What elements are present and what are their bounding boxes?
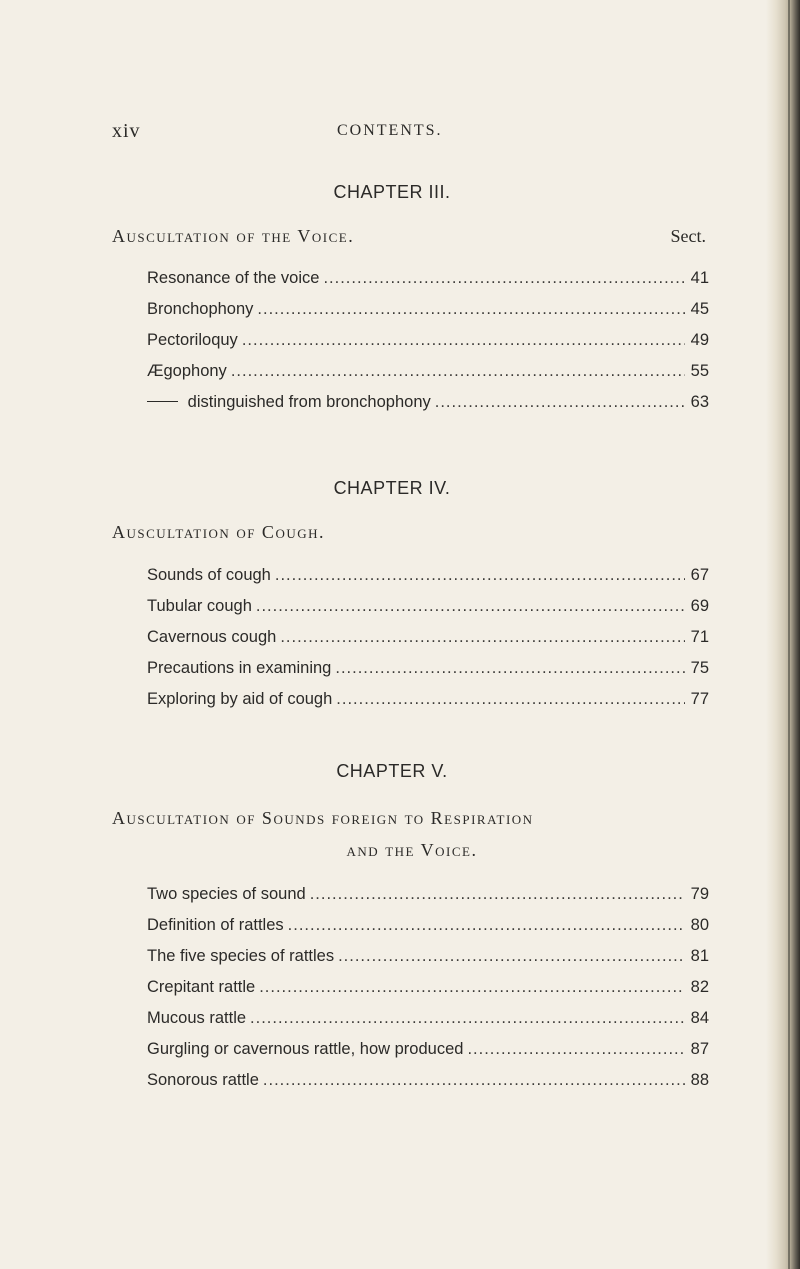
toc-entry-title: Precautions in examining bbox=[147, 659, 332, 677]
toc-entry-section: 79 bbox=[690, 885, 709, 903]
toc-entry-section: 77 bbox=[690, 690, 709, 708]
toc-entry-section: 41 bbox=[690, 269, 709, 287]
toc-entry-section: 71 bbox=[690, 628, 709, 646]
toc-entry bbox=[147, 597, 709, 621]
toc-entry bbox=[147, 1040, 709, 1064]
toc-entry-title: Gurgling or cavernous rattle, how produced bbox=[147, 1040, 464, 1058]
toc-entry bbox=[147, 362, 709, 386]
toc-entry bbox=[147, 947, 709, 971]
toc-entry-title: Sonorous rattle bbox=[147, 1071, 259, 1089]
toc-entry-section: 63 bbox=[690, 393, 709, 411]
dot-leader bbox=[275, 566, 685, 585]
toc-entry-section: 69 bbox=[690, 597, 709, 615]
toc-entry-section: 82 bbox=[690, 978, 709, 996]
toc-entry-section: 75 bbox=[690, 659, 709, 677]
toc-entry bbox=[147, 331, 709, 355]
dot-leader bbox=[336, 690, 685, 709]
dot-leader bbox=[257, 300, 685, 319]
toc-entry bbox=[147, 269, 709, 293]
toc-entry-title: Bronchophony bbox=[147, 300, 254, 318]
toc-entry bbox=[147, 885, 709, 909]
dot-leader bbox=[280, 628, 685, 647]
dot-leader bbox=[338, 947, 685, 966]
toc-entry-title: Sounds of cough bbox=[147, 566, 271, 584]
toc-entry-title: Ægophony bbox=[147, 362, 227, 380]
dot-leader bbox=[250, 1009, 685, 1028]
toc-entry bbox=[147, 1009, 709, 1033]
toc-entry-title: Definition of rattles bbox=[147, 916, 284, 934]
running-title: CONTENTS. bbox=[337, 122, 443, 139]
page-edge-line bbox=[788, 0, 790, 1269]
toc-entry-section: 88 bbox=[690, 1071, 709, 1089]
dot-leader bbox=[288, 916, 685, 935]
toc-entry bbox=[147, 659, 709, 683]
toc-entry-title: The five species of rattles bbox=[147, 947, 335, 965]
toc-entry-section: 49 bbox=[690, 331, 709, 349]
toc-entry-title: Cavernous cough bbox=[147, 628, 277, 646]
page-binding-edge bbox=[766, 0, 800, 1269]
ditto-dash bbox=[147, 401, 178, 402]
toc-entry-section: 67 bbox=[690, 566, 709, 584]
sect-column-label: Sect. bbox=[670, 226, 706, 246]
chapter-3-heading: Auscultation of the Voice. bbox=[112, 226, 355, 246]
toc-entry bbox=[147, 690, 709, 714]
toc-entry-title: Resonance of the voice bbox=[147, 269, 320, 287]
toc-entry bbox=[147, 300, 709, 324]
chapter-5-title: CHAPTER V. bbox=[336, 761, 448, 781]
running-head bbox=[0, 120, 800, 150]
toc-entry bbox=[147, 916, 709, 940]
toc-entry-section: 80 bbox=[690, 916, 709, 934]
dot-leader bbox=[263, 1071, 685, 1090]
page-folio: xiv bbox=[112, 120, 141, 142]
toc-entry bbox=[147, 1071, 709, 1095]
dot-leader bbox=[323, 269, 685, 288]
dot-leader bbox=[435, 393, 685, 412]
toc-entry bbox=[147, 566, 709, 590]
toc-entry-title: Mucous rattle bbox=[147, 1009, 247, 1027]
toc-entry-title: Crepitant rattle bbox=[147, 978, 256, 996]
chapter-4-heading: Auscultation of Cough. bbox=[112, 522, 325, 542]
toc-entry-section: 45 bbox=[690, 300, 709, 318]
toc-entry bbox=[147, 393, 709, 417]
chapter-5-heading-line1: Auscultation of Sounds foreign to Respiration bbox=[112, 808, 534, 828]
toc-entry-section: 81 bbox=[690, 947, 709, 965]
toc-entry-section: 84 bbox=[690, 1009, 709, 1027]
toc-entry-section: 55 bbox=[690, 362, 709, 380]
dot-leader bbox=[242, 331, 685, 350]
dot-leader bbox=[231, 362, 685, 381]
toc-entry-title: Tubular cough bbox=[147, 597, 252, 615]
chapter-5-heading-line2: and the Voice. bbox=[346, 840, 478, 860]
toc-entry-title: Two species of sound bbox=[147, 885, 306, 903]
toc-entry-section: 87 bbox=[690, 1040, 709, 1058]
toc-entry bbox=[147, 978, 709, 1002]
dot-leader bbox=[259, 978, 685, 997]
dot-leader bbox=[467, 1040, 685, 1059]
chapter-4-title: CHAPTER IV. bbox=[333, 478, 451, 498]
dot-leader bbox=[310, 885, 685, 904]
toc-entry bbox=[147, 628, 709, 652]
chapter-3-title: CHAPTER III. bbox=[333, 182, 451, 202]
dot-leader bbox=[256, 597, 685, 616]
dot-leader bbox=[335, 659, 685, 678]
toc-entry-title: distinguished from bronchophony bbox=[187, 393, 431, 411]
toc-entry-title: Exploring by aid of cough bbox=[147, 690, 333, 708]
toc-entry-title: Pectoriloquy bbox=[147, 331, 238, 349]
